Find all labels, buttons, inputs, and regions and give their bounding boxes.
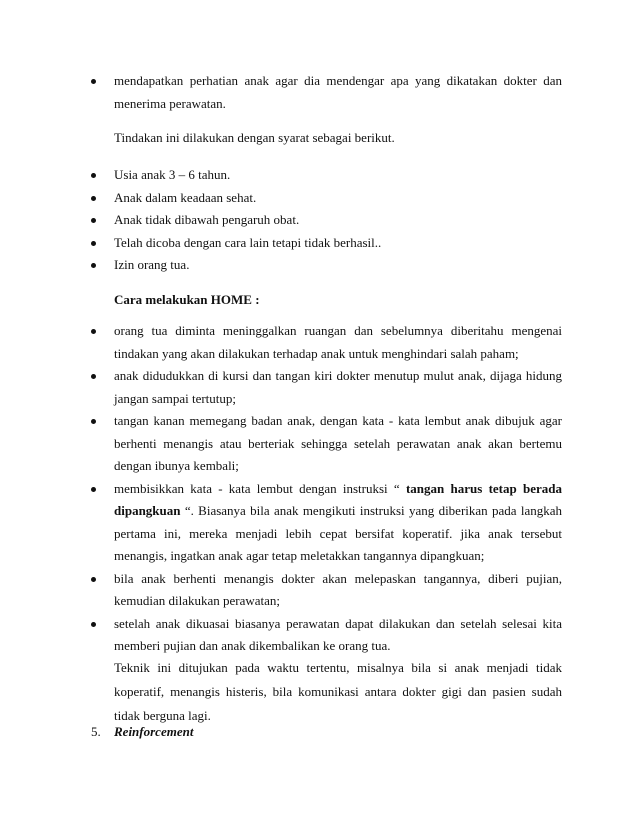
home-heading: Cara melakukan HOME : [114,292,260,307]
list-item [0,478,562,568]
list-item-text: Izin orang tua. [114,257,190,272]
conditions-list [0,164,638,277]
bullet-icon [91,419,96,424]
bullet-icon [91,173,96,178]
list-item [0,164,562,187]
list-item [0,410,562,478]
bullet-icon [91,263,96,268]
instruction-prefix: membisikkan kata - kata lembut dengan instruksi “ [114,480,406,496]
bullet-icon [91,374,96,379]
list-item-text: anak didudukkan di kursi dan tangan kiri dokter menutup mulut anak, dijaga hidung jangan sampai tertutup; [114,368,562,406]
technique-paragraph: Teknik ini ditujukan pada waktu tertentu, misalnya bila si anak menjadi tidak koperatif, menangis histeris, bila komunikasi antara dokter gigi dan pasien sudah tidak berguna lagi. [114,660,562,723]
list-item [0,320,562,365]
list-item [0,209,562,232]
list-item [0,232,562,255]
list-item-text: setelah anak dikuasai biasanya perawatan dapat dilakukan dan setelah selesai kita memberi pujian dan anak dikembalikan ke orang tua. [114,615,562,653]
list-item [0,365,562,410]
bullet-icon [91,577,96,582]
list-item [0,613,562,658]
bullet-icon [91,487,96,492]
list-item-text: mendapatkan perhatian anak agar dia mendengar apa yang dikatakan dokter dan menerima perawatan. [114,73,562,111]
bullet-icon [91,196,96,201]
list-item-text: orang tua diminta meninggalkan ruangan dan sebelumnya diberitahu mengenai tindakan yang akan dilakukan terhadap anak untuk menghindari salah paham; [114,323,562,361]
list-item [0,70,562,115]
bullet-icon [91,622,96,627]
list-item-text: tangan kanan memegang badan anak, dengan kata - kata lembut anak dibujuk agar berhenti menangis atau berteriak sehingga setelah perawatan anak akan bertemu dengan ibunya kembali; [114,413,562,473]
intro-bullet-list [0,70,638,115]
bullet-icon [91,329,96,334]
list-item [0,187,562,210]
bullet-icon [91,241,96,246]
list-item-text: Anak tidak dibawah pengaruh obat. [114,212,300,227]
list-item [0,568,562,613]
section-heading [91,722,193,742]
instruction-suffix: “. Biasanya bila anak mengikuti instruksi yang diberikan pada langkah pertama ini, mereka menjadi lebih cepat bersifat koperatif. jika anak tersebut menangis, ingatkan anak agar tetap meletakkan tangannya dipangkuan; [114,503,562,563]
home-steps-list [0,320,638,658]
list-item-text: bila anak berhenti menangis dokter akan melepaskan tangannya, diberi pujian, kemudian dilakukan perawatan; [114,570,562,608]
list-item-text: Anak dalam keadaan sehat. [114,189,257,205]
section-title: Reinforcement [114,724,194,739]
list-item [0,254,562,277]
conditions-intro: Tindakan ini dilakukan dengan syarat sebagai berikut. [114,130,395,145]
instruction-bold: tangan harus tetap berada dipangkuan [114,480,562,518]
list-item-text [114,481,562,564]
list-item-text: Usia anak 3 – 6 tahun. [114,167,231,182]
bullet-icon [91,218,96,223]
list-item-text: Telah dicoba dengan cara lain tetapi tidak berhasil.. [114,234,382,250]
bullet-icon [91,79,96,84]
section-number: 5. [91,724,101,739]
